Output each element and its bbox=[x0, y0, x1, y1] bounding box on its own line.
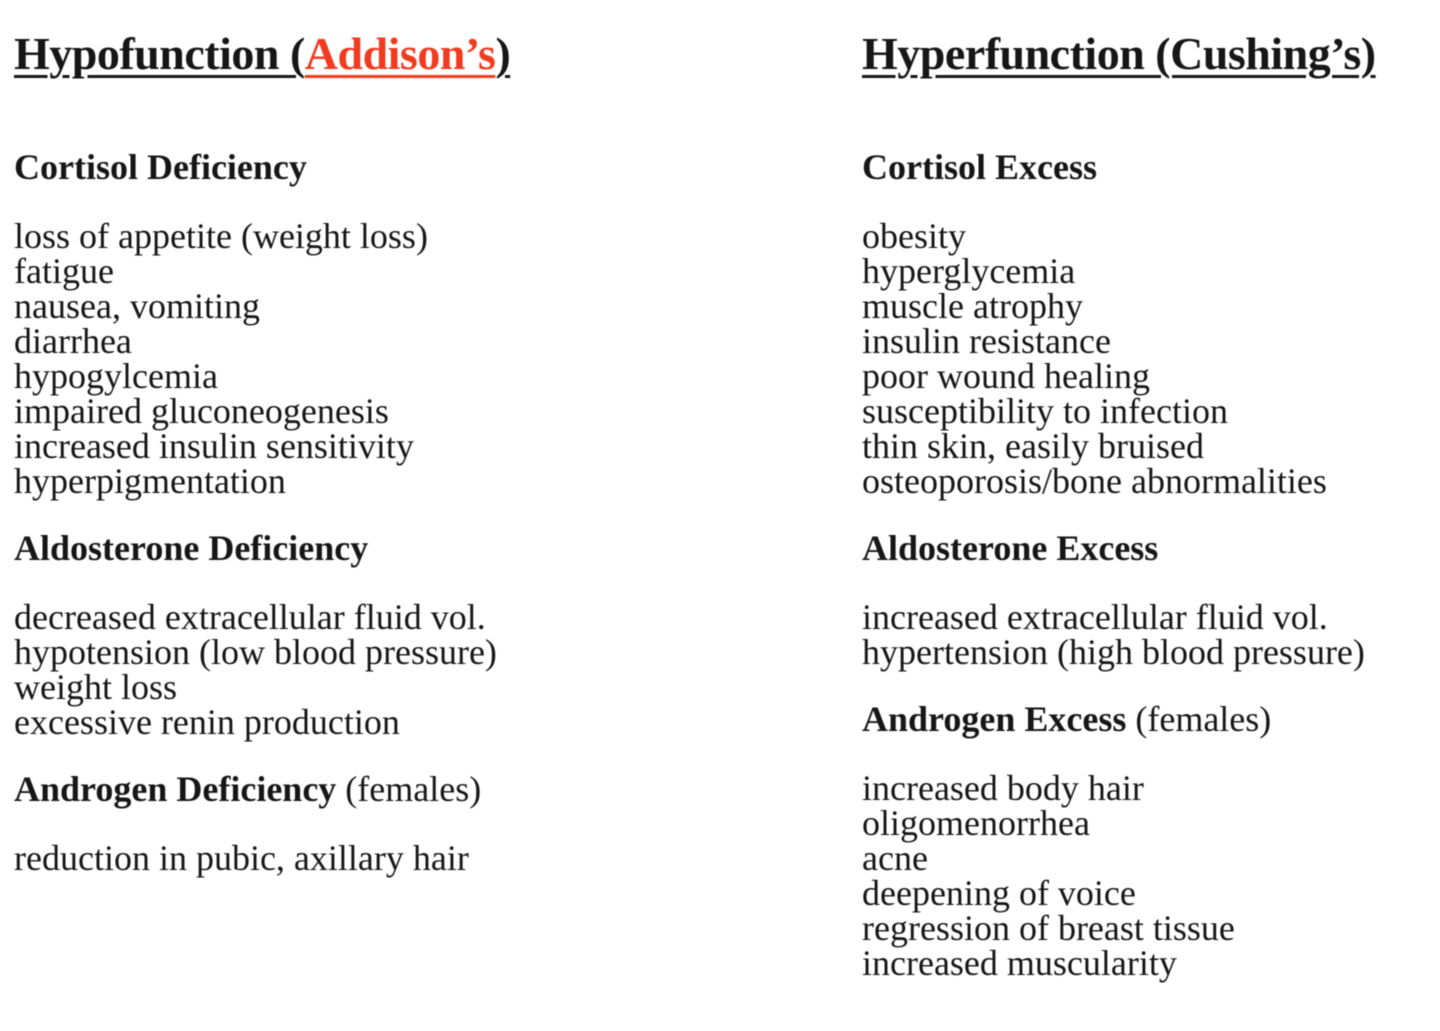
symptom-item: hypogylcemia bbox=[14, 356, 218, 396]
symptom-item: nausea, vomiting bbox=[14, 286, 260, 326]
symptom-item: obesity bbox=[862, 216, 966, 256]
section-heading-text: Androgen Deficiency bbox=[14, 769, 337, 809]
symptom-item: insulin resistance bbox=[862, 321, 1111, 361]
symptom-list bbox=[14, 838, 862, 878]
symptom-item: increased extracellular fluid vol. bbox=[862, 597, 1328, 637]
section-heading-note: (females) bbox=[1126, 699, 1272, 739]
section-heading-text: Cortisol Deficiency bbox=[14, 147, 307, 187]
symptom-item: excessive renin production bbox=[14, 702, 400, 742]
symptom-item: increased insulin sensitivity bbox=[14, 426, 414, 466]
section-heading bbox=[14, 770, 862, 808]
section-heading-note: (females) bbox=[336, 769, 482, 809]
symptom-item: deepening of voice bbox=[862, 873, 1136, 913]
symptom-list bbox=[14, 216, 862, 501]
column-title-hypofunction bbox=[14, 30, 862, 78]
symptom-item: hypertension (high blood pressure) bbox=[862, 632, 1365, 672]
column-hyperfunction bbox=[862, 0, 1440, 1031]
section bbox=[14, 529, 862, 740]
symptom-item: hyperglycemia bbox=[862, 251, 1076, 291]
section bbox=[14, 770, 862, 876]
section-heading bbox=[862, 700, 1432, 738]
symptom-item: acne bbox=[862, 838, 928, 878]
symptom-item: thin skin, easily bruised bbox=[862, 426, 1204, 466]
section-heading bbox=[862, 148, 1432, 186]
column-title-hyperfunction bbox=[862, 30, 1432, 78]
section-heading bbox=[14, 148, 862, 186]
section-heading-text: Aldosterone Deficiency bbox=[14, 528, 369, 568]
symptom-item: regression of breast tissue bbox=[862, 908, 1235, 948]
section-heading-text: Cortisol Excess bbox=[862, 147, 1097, 187]
section bbox=[862, 529, 1432, 670]
symptom-list bbox=[14, 597, 862, 742]
symptom-item: decreased extracellular fluid vol. bbox=[14, 597, 486, 637]
symptom-item: loss of appetite (weight loss) bbox=[14, 216, 428, 256]
symptom-item: poor wound healing bbox=[862, 356, 1150, 396]
section-heading bbox=[862, 529, 1432, 567]
symptom-item: reduction in pubic, axillary hair bbox=[14, 838, 469, 878]
symptom-item: oligomenorrhea bbox=[862, 803, 1090, 843]
symptom-list bbox=[862, 597, 1432, 672]
section-heading-text: Aldosterone Excess bbox=[862, 528, 1159, 568]
symptom-item: fatigue bbox=[14, 251, 114, 291]
symptom-item: hypotension (low blood pressure) bbox=[14, 632, 497, 672]
column-title-highlight: Addison’s bbox=[304, 28, 496, 79]
column-title-text: ) bbox=[495, 28, 511, 79]
symptom-item: diarrhea bbox=[14, 321, 132, 361]
column-title-text: Hypofunction ( bbox=[14, 28, 305, 79]
symptom-list bbox=[862, 216, 1432, 501]
symptom-item: muscle atrophy bbox=[862, 286, 1083, 326]
symptom-item: increased body hair bbox=[862, 768, 1144, 808]
section-heading-text: Androgen Excess bbox=[862, 699, 1127, 739]
symptom-item: hyperpigmentation bbox=[14, 461, 286, 501]
symptom-item: osteoporosis/bone abnormalities bbox=[862, 461, 1327, 501]
section-heading bbox=[14, 529, 862, 567]
symptom-list bbox=[862, 768, 1432, 983]
section bbox=[862, 148, 1432, 499]
symptom-item: susceptibility to infection bbox=[862, 391, 1228, 431]
symptom-item: impaired gluconeogenesis bbox=[14, 391, 389, 431]
section bbox=[14, 148, 862, 499]
symptom-item: increased muscularity bbox=[862, 943, 1177, 983]
symptom-item: weight loss bbox=[14, 667, 178, 707]
section bbox=[862, 700, 1432, 981]
column-title-text: Hyperfunction (Cushing’s) bbox=[862, 28, 1376, 79]
